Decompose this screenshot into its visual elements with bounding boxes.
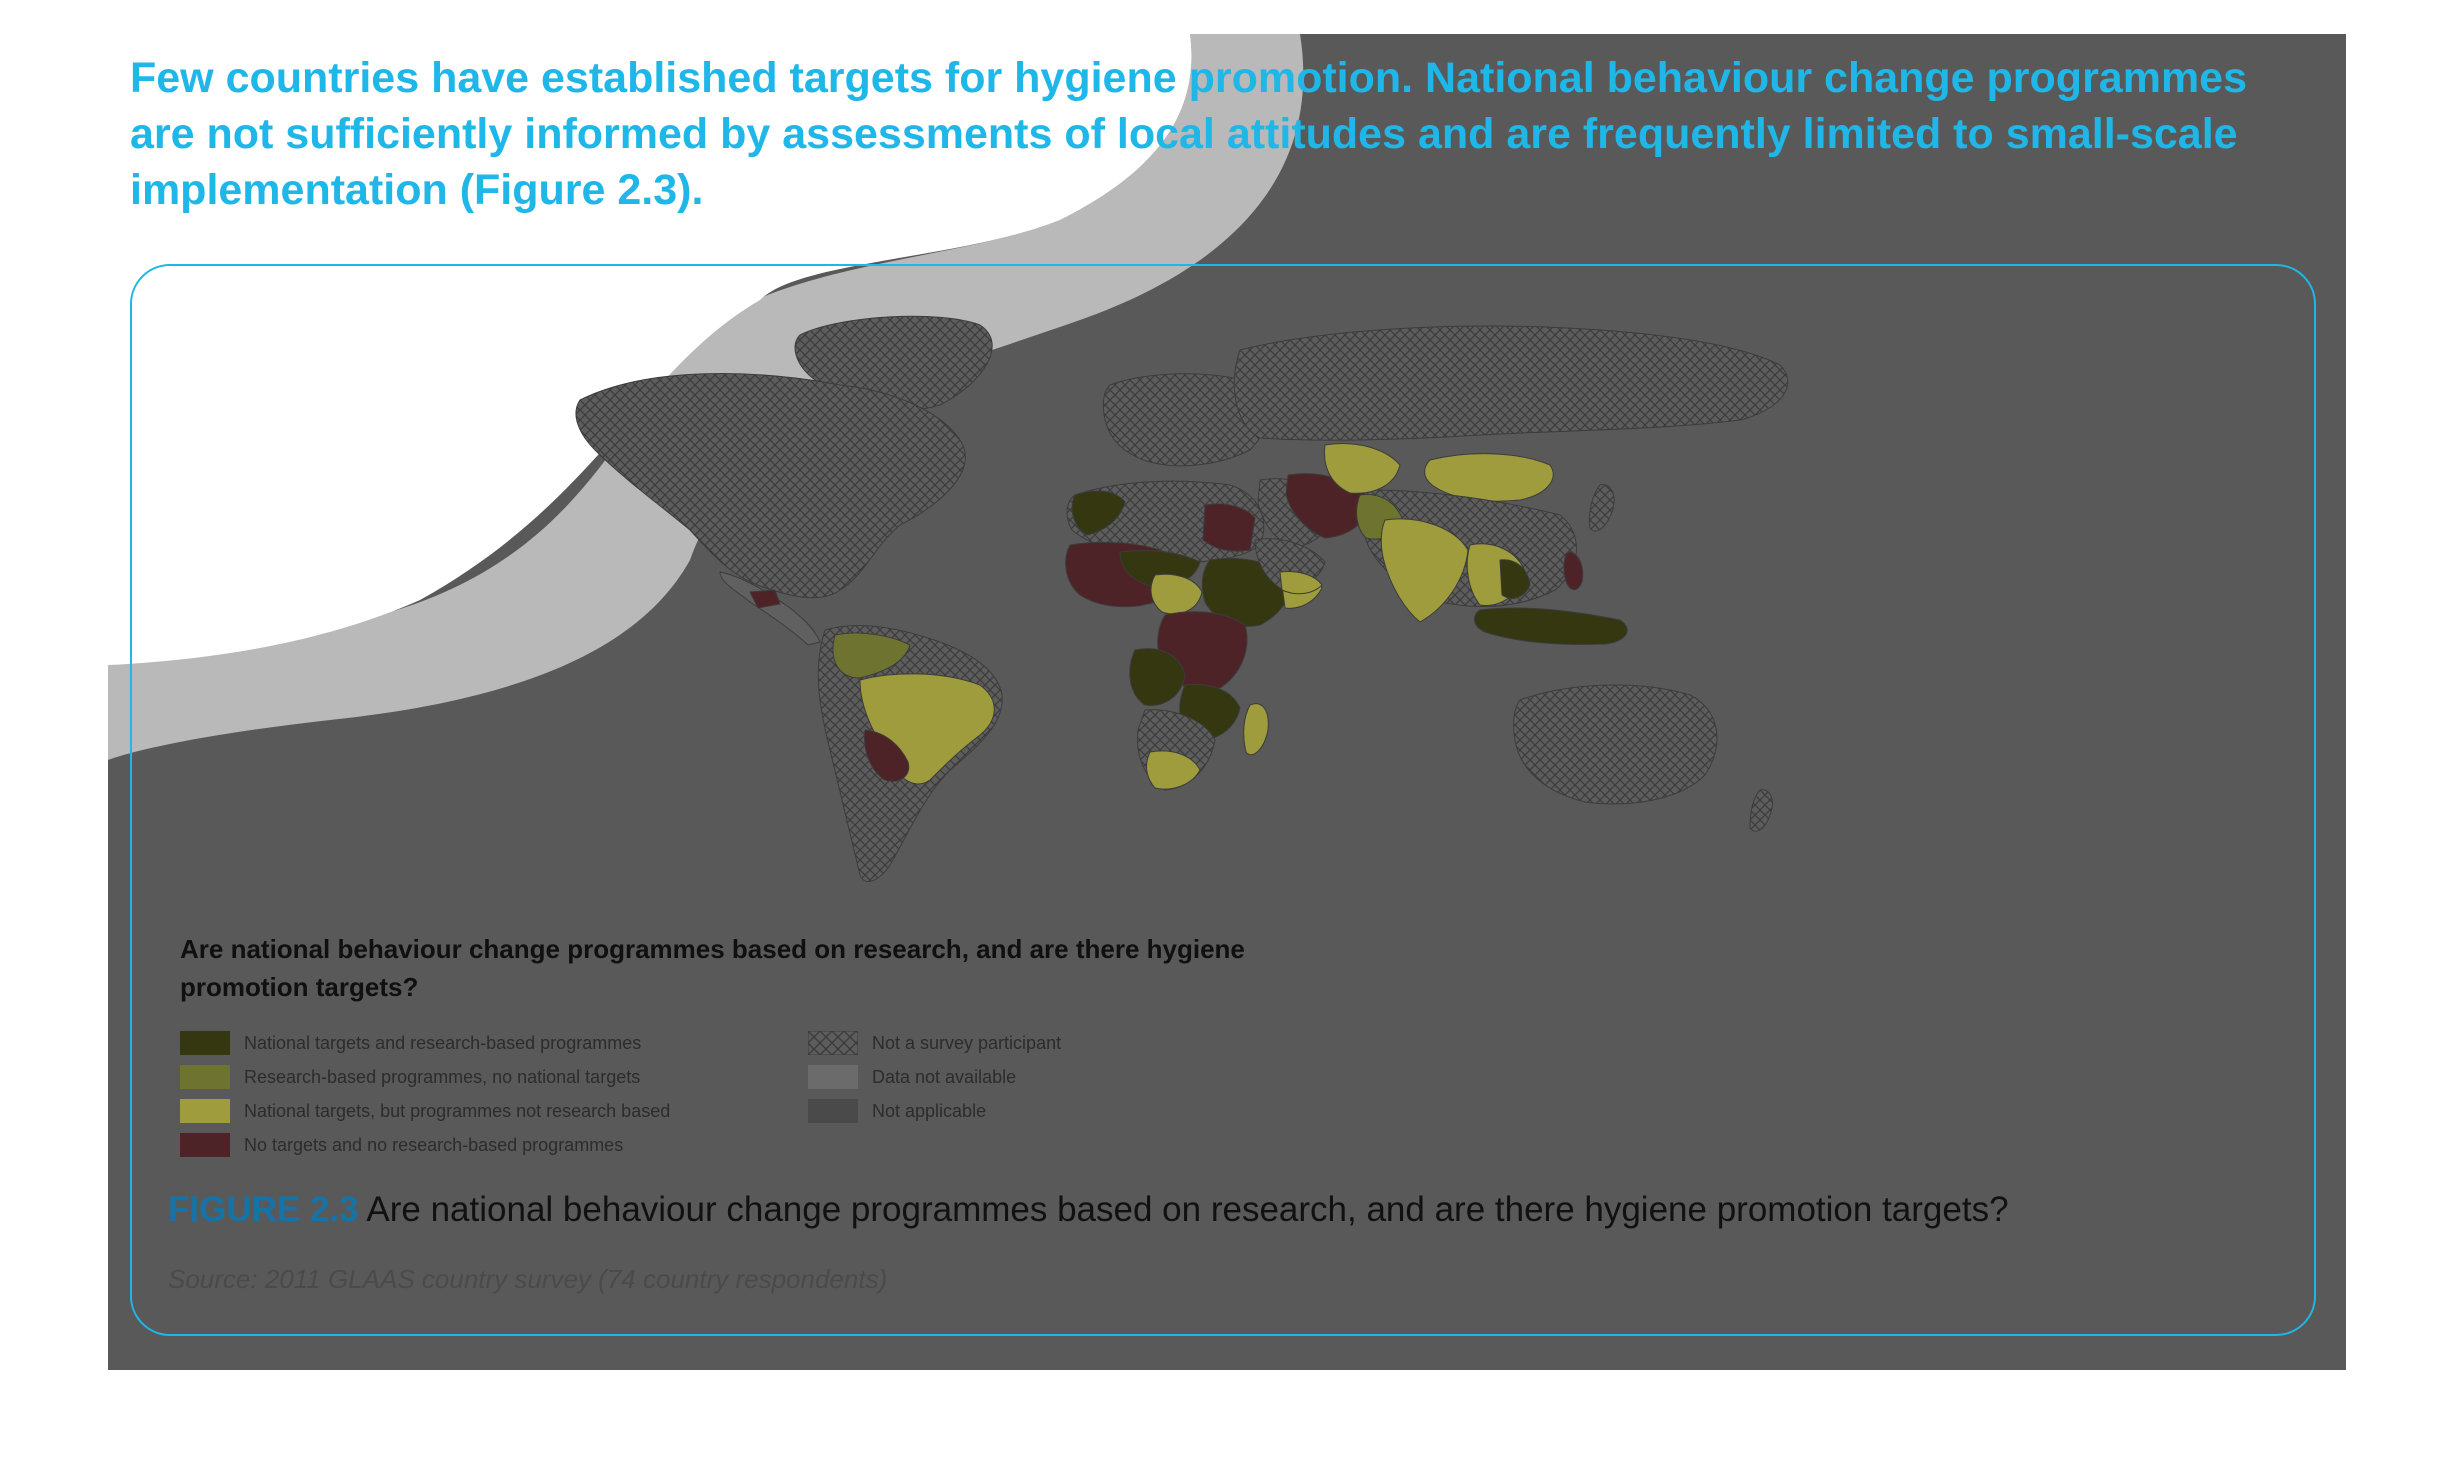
legend-item [808,1026,1061,1060]
legend-item [180,1026,670,1060]
legend-swatch-not-applicable [808,1099,858,1123]
legend-label: Research-based programmes, no national targets [244,1066,641,1087]
legend-swatch-no-targets-no-research [180,1133,230,1157]
region-nigeria [1151,574,1202,614]
legend-label: National targets and research-based programmes [244,1032,642,1053]
legend-swatch-research-no-targets [180,1065,230,1089]
legend-item [180,1094,670,1128]
legend-item [180,1060,670,1094]
region-egypt [1203,504,1255,551]
legend-title: Are national behaviour change programmes based on research, and are there hygiene promotion targets? [180,934,1245,1002]
legend-other [808,1026,1061,1128]
figure-label: FIGURE 2.3 [168,1190,359,1229]
legend-categories [180,1026,670,1162]
figure-caption [168,1190,2288,1230]
legend-swatch-not-survey-participant [808,1031,858,1055]
world-map [420,290,2000,900]
legend-label: Not applicable [872,1100,987,1121]
region-japan [1589,485,1614,531]
region-new-zealand [1750,790,1772,831]
legend-item [808,1094,1061,1128]
legend-label: National targets, but programmes not research based [244,1100,671,1121]
legend-swatch-data-not-available [808,1065,858,1089]
legend-label: Not a survey participant [872,1032,1062,1053]
legend-label: No targets and no research-based programmes [244,1134,624,1155]
region-philippines [1564,552,1583,590]
legend-item [180,1128,670,1162]
caption-text: Are national behaviour change programmes based on research, and are there hygiene promotion targets? [358,1190,2009,1229]
legend-swatch-targets-not-research [180,1099,230,1123]
legend-item [808,1060,1061,1094]
region-australia [1514,685,1717,804]
region-north-america [576,374,965,598]
legend-label: Data not available [872,1066,1017,1087]
region-russia [1234,326,1788,440]
legend-swatch-national-targets-research [180,1031,230,1055]
intro-paragraph: Few countries have established targets for hygiene promotion. National behaviour change programmes are not sufficiently informed by assessments of local attitudes and are frequently limited to small-scale implementation (Figure 2.3). [130,54,2248,214]
region-madagascar [1244,704,1269,755]
source-note: Source: 2011 GLAAS country survey (74 country respondents) [168,1264,888,1294]
region-indonesia [1475,608,1628,644]
